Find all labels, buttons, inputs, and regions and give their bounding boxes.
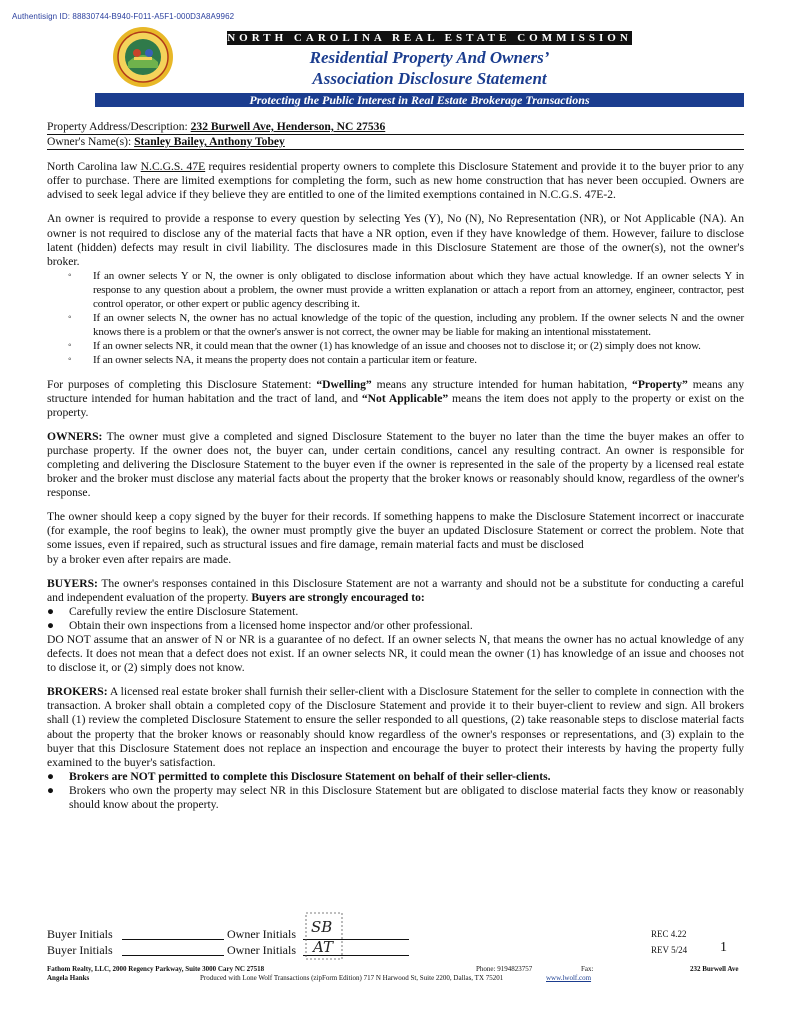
list-item: ◦ If an owner selects N, the owner has no actual knowledge of the topic of the question, including any problem. If the owner selects N and the owner knows there is a problem or that the owner's answer is not correct, the owner may be liable for making an intentional misstatement. bbox=[68, 312, 744, 339]
form-title-line1: Residential Property And Owners’ bbox=[309, 48, 550, 67]
owner-initials-label: Owner Initials bbox=[227, 927, 296, 941]
commission-banner: NORTH CAROLINA REAL ESTATE COMMISSION bbox=[227, 32, 632, 44]
list-item: ● Brokers are NOT permitted to complete this Disclosure Statement on behalf of their seller-clients. bbox=[47, 769, 551, 783]
definitions-paragraph: For purposes of completing this Disclosure Statement: “Dwelling” means any structure intended for human habitation, “Property” means any structure intended for human habitation and the tract of land, and “Not Applicable” means the item does not apply to the property or exist on the property. bbox=[47, 377, 744, 419]
brokers-heading: BROKERS: bbox=[47, 685, 108, 699]
owner-names-label: Owner's Name(s): bbox=[47, 135, 132, 149]
ncgs-link: N.C.G.S. 47E bbox=[140, 160, 206, 174]
no-guarantee-paragraph: DO NOT assume that an answer of N or NR is a guarantee of no defect. If an owner selects N, that means the owner has no actual knowledge of any defects. It does not mean that a defect does not exist. If an owner selects NR, it could mean the owner (1) has knowledge of an issue and chooses not to disclose it, or (2) simply does not know. bbox=[47, 633, 744, 675]
buyer-initials-field[interactable] bbox=[122, 939, 224, 940]
rec-version: REC 4.22 bbox=[651, 929, 687, 939]
owner-names-field[interactable] bbox=[47, 135, 744, 150]
owner-copy-paragraph: The owner should keep a copy signed by the buyer for their records. If something happens to make the Disclosure Statement incorrect or inaccurate (for example, the roof begins to leak), the owner must promptly give the buyer an updated Disclosure Statement or correct the problem. Note that some issues, even if repaired, such as structural issues and fire damage, remain material facts and must be disclosed by a broker even after repairs are made. bbox=[47, 510, 744, 566]
page-number: 1 bbox=[720, 940, 727, 955]
owner-names-value: Stanley Bailey, Anthony Tobey bbox=[134, 135, 285, 149]
svg-text:SB: SB bbox=[311, 918, 333, 936]
list-item: ◦ If an owner selects NA, it means the property does not contain a particular item or feature. bbox=[68, 354, 477, 367]
owners-paragraph: OWNERS: The owner must give a completed and signed Disclosure Statement to the buyer no later than the time the buyer makes an offer to purchase property. If the owner does not, the buyer can, under certain conditions, cancel any resulting contract. An owner is responsible for completing and delivering the Disclosure Statement to the buyer even if the owner is represented in the sale of the property by a licensed real estate broker and the broker must disclose any material facts about the property that the broker knows or reasonably should know, regardless of the owner's response. bbox=[47, 429, 744, 500]
buyer-initials-label: Buyer Initials bbox=[47, 927, 113, 941]
broker-company: Fathom Realty, LLC, 2000 Regency Parkway, Suite 3000 Cary NC 27518 bbox=[47, 965, 265, 973]
rev-version: REV 5/24 bbox=[651, 945, 688, 955]
buyer-initials-label: Buyer Initials bbox=[47, 943, 113, 957]
list-item: ● Carefully review the entire Disclosure Statement. bbox=[47, 604, 299, 618]
response-options-list bbox=[47, 269, 744, 368]
broker-rules-list bbox=[47, 770, 744, 812]
owners-heading: OWNERS: bbox=[47, 429, 103, 443]
buyer-recommendations-list bbox=[47, 605, 744, 633]
response-paragraph: An owner is required to provide a response to every question by selecting Yes (Y), No (N), No Representation (NR), or Not Applicable (NA). An owner is not required to disclose any of the material facts that have a NR option, even if they have knowledge of them. However, failure to disclose latent (hidden) defects may result in civil liability. The disclosures made in this Disclosure Statement are those of the owner(s), not the owner's broker. bbox=[47, 212, 744, 268]
buyer-initials-field[interactable] bbox=[122, 955, 224, 956]
property-short-address: 232 Burwell Ave bbox=[690, 965, 739, 973]
buyers-heading: BUYERS: bbox=[47, 576, 98, 590]
document-body bbox=[47, 120, 744, 812]
property-address-value: 232 Burwell Ave, Henderson, NC 27536 bbox=[190, 120, 386, 133]
owner-initials-signature bbox=[305, 912, 343, 960]
broker-fax: Fax: bbox=[581, 965, 594, 973]
authentisign-id: Authentisign ID: 88830744-B940-F011-A5F1-000D3A8A9962 bbox=[12, 12, 235, 21]
brokers-paragraph: BROKERS: A licensed real estate broker shall furnish their seller-client with a Disclosure Statement for the seller to complete in connection with the transaction. A broker shall obtain a completed copy of the Disclosure Statement and provide it to their buyer-client to review and sign. All brokers shall (1) review the completed Disclosure Statement to ensure the seller responded to all questions, (2) take reasonable steps to disclose material facts about the property that the broker knows or reasonably should know regardless of the owner's responses or representations, and (3) explain to the buyer that this Disclosure Statement does not replace an inspection and encourage the buyer to protect their interests by having the property fully examined to the buyer's satisfaction. bbox=[47, 685, 744, 769]
agent-name: Angela Hanks bbox=[47, 974, 90, 982]
property-address-label: Property Address/Description: bbox=[47, 120, 188, 133]
buyers-paragraph: BUYERS: The owner's responses contained in this Disclosure Statement are not a warranty and should not be a substitute for conducting a careful and independent evaluation of the property. Buyers are strongly encouraged to: bbox=[47, 576, 744, 604]
produced-by: Produced with Lone Wolf Transactions (zipForm Edition) 717 N Harwood St, Suite 2200, Dallas, TX 75201 bbox=[200, 974, 504, 982]
lwolf-link[interactable]: www.lwolf.com bbox=[546, 974, 592, 982]
svg-text:AT: AT bbox=[313, 938, 334, 956]
form-title-line2: Association Disclosure Statement bbox=[312, 69, 547, 88]
list-item: ● Obtain their own inspections from a licensed home inspector and/or other professional. bbox=[47, 618, 473, 632]
property-address-field[interactable] bbox=[47, 120, 744, 135]
list-item: ◦ If an owner selects Y or N, the owner is only obligated to disclose information about which they have actual knowledge. If an owner selects Y in response to any question about a problem, the owner must provide a written explanation or attach a report from an attorney, engineer, contractor, pest control operator, or other expert or public agency describing it. bbox=[68, 269, 744, 311]
list-item: ◦ If an owner selects NR, it could mean that the owner (1) has knowledge of an issue and chooses not to disclose it; or (2) simply does not know. bbox=[68, 340, 701, 353]
nc-state-seal-icon bbox=[112, 26, 174, 88]
owner-initials-label: Owner Initials bbox=[227, 943, 296, 957]
initials-section bbox=[47, 926, 744, 958]
intro-paragraph: North Carolina law N.C.G.S. 47E requires residential property owners to complete this Disclosure Statement and provide it to the buyer prior to any offer to purchase. There are limited exemptions for completing the form, such as new home construction that has never been occupied. Owners are advised to seek legal advice if they believe they are entitled to one of the limited exemptions contained in N.C.G.S. 47E-2. bbox=[47, 160, 744, 202]
list-item: ● Brokers who own the property may select NR in this Disclosure Statement but are obligated to disclose material facts they know or reasonably should know about the property. bbox=[47, 783, 744, 812]
broker-phone: Phone: 9194823757 bbox=[476, 965, 533, 973]
tagline-banner: Protecting the Public Interest in Real Estate Brokerage Transactions bbox=[95, 93, 744, 107]
footer bbox=[47, 965, 744, 983]
